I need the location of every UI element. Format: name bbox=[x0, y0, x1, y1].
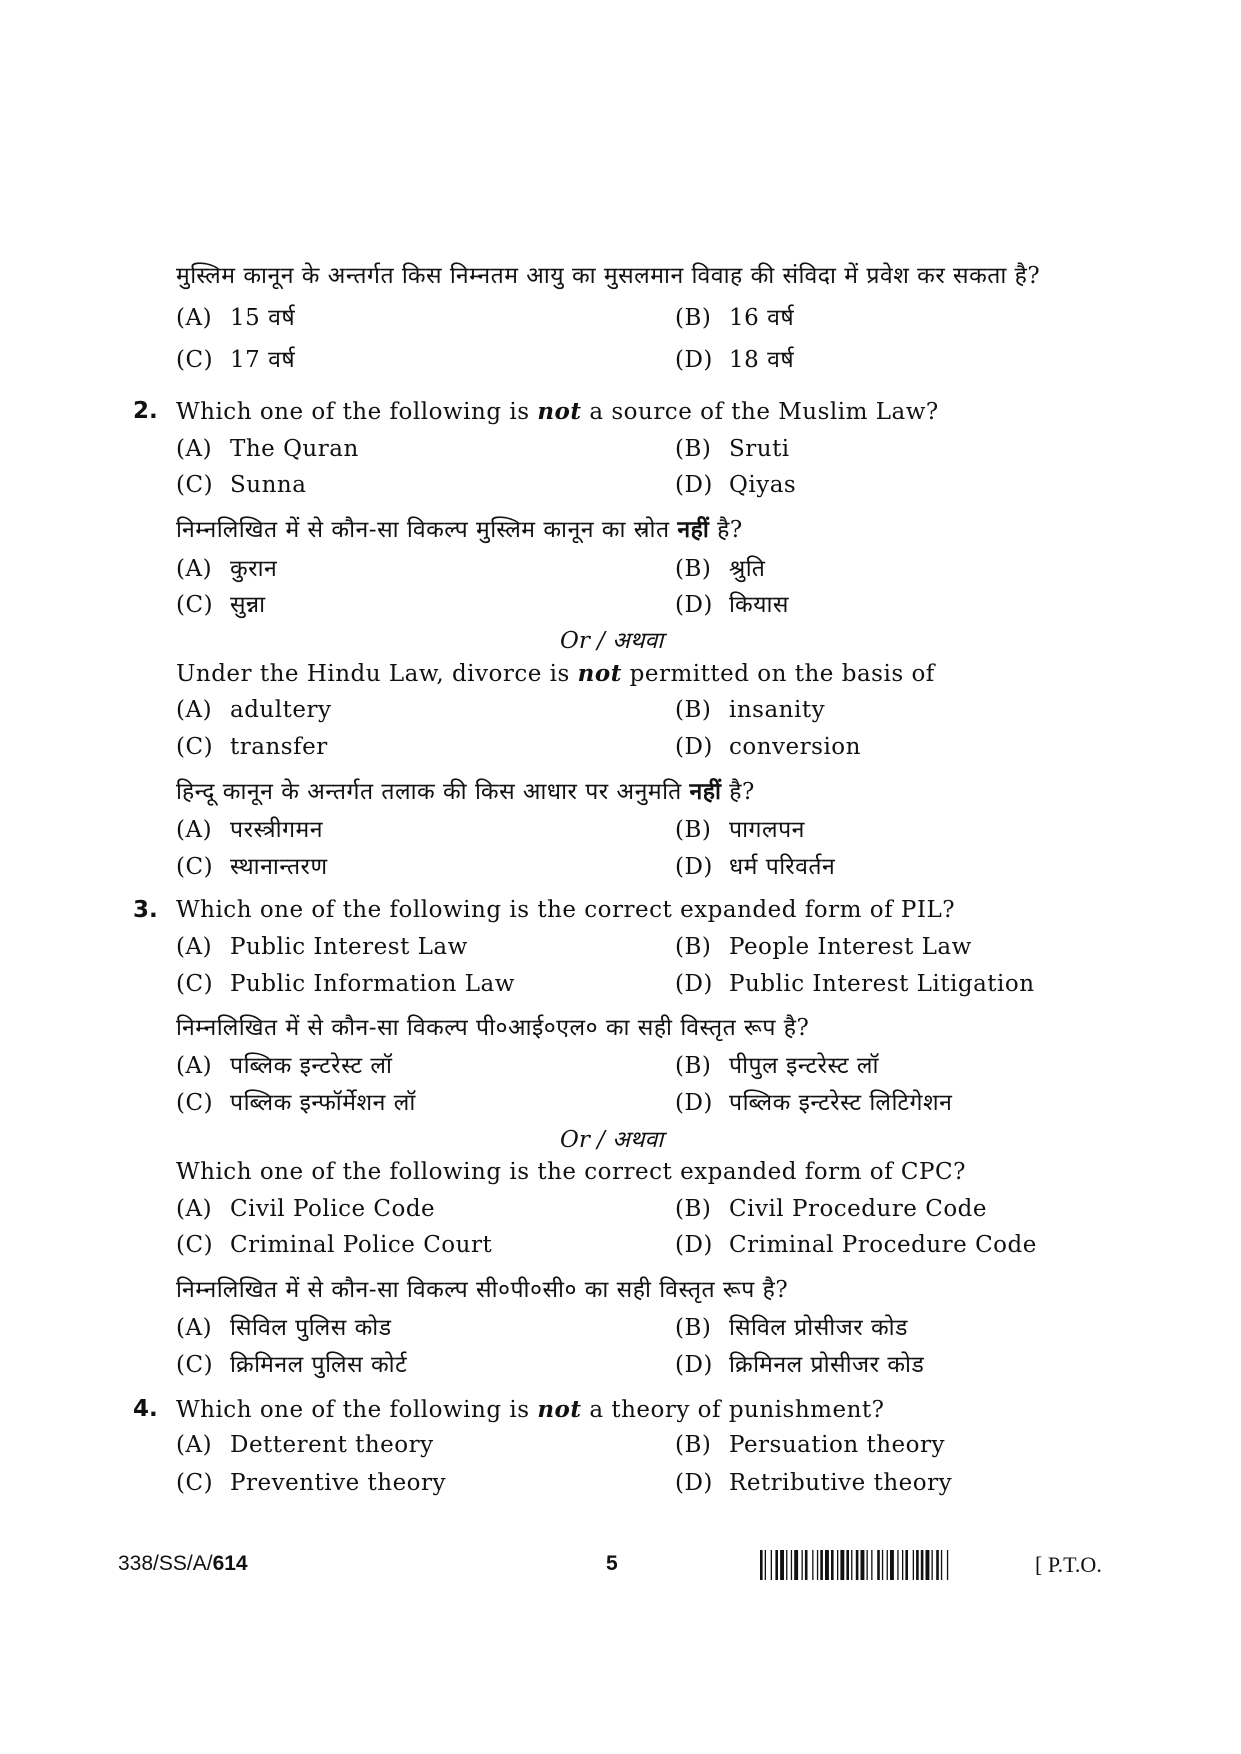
q3-alt-hi-option-d: (D) क्रिमिनल प्रोसीजर कोड bbox=[675, 1352, 925, 1378]
question-3-alt-hindi-text: निम्नलिखित में से कौन-सा विकल्प सी०पी०सी० का सही विस्तृत रूप है? bbox=[176, 1277, 789, 1303]
please-turn-over: [ P.T.O. bbox=[1035, 1552, 1102, 1577]
question-3-text: Which one of the following is the correct expanded form of PIL? bbox=[176, 897, 956, 923]
q3-alt-hi-option-c: (C) क्रिमिनल पुलिस कोर्ट bbox=[176, 1352, 408, 1378]
question-3-alt-text: Which one of the following is the correct expanded form of CPC? bbox=[176, 1159, 966, 1185]
q2-hi-option-c: (C) सुन्ना bbox=[176, 592, 266, 618]
q3-alt-option-d: (D) Criminal Procedure Code bbox=[675, 1232, 1037, 1258]
question-3-hindi-text: निम्नलिखित में से कौन-सा विकल्प पी०आई०एल० का सही विस्तृत रूप है? bbox=[176, 1015, 810, 1041]
option-label: (D) bbox=[675, 347, 713, 373]
q3-hi-option-c: (C) पब्लिक इन्फॉर्मेशन लॉ bbox=[176, 1090, 416, 1116]
q2-alt-hi-option-d: (D) धर्म परिवर्तन bbox=[675, 854, 836, 880]
question-4-number: 4. bbox=[133, 1396, 158, 1422]
q1-option-a bbox=[176, 300, 295, 332]
q3-hi-option-a: (A) पब्लिक इन्टरेस्ट लॉ bbox=[176, 1053, 393, 1079]
q2-hi-option-a: (A) कुरान bbox=[176, 556, 278, 582]
or-divider-q3: Or / अथवा bbox=[560, 1127, 664, 1153]
question-2-number: 2. bbox=[133, 398, 158, 424]
option-label: (B) bbox=[675, 305, 712, 331]
q2-alt-hi-option-c: (C) स्थानान्तरण bbox=[176, 854, 328, 880]
q2-alt-option-a: (A) adultery bbox=[176, 697, 332, 723]
q2-alt-option-d: (D) conversion bbox=[675, 734, 861, 760]
q2-option-d: (D) Qiyas bbox=[675, 472, 797, 498]
question-2-text: Which one of the following is not a source of the Muslim Law? bbox=[176, 398, 939, 425]
q4-option-a: (A) Detterent theory bbox=[176, 1432, 434, 1458]
q3-alt-option-c: (C) Criminal Police Court bbox=[176, 1232, 493, 1258]
q3-alt-hi-option-b: (B) सिविल प्रोसीजर कोड bbox=[675, 1315, 908, 1341]
or-divider-q2: Or / अथवा bbox=[560, 628, 664, 654]
option-text: 18 वर्ष bbox=[729, 347, 795, 373]
barcode-image bbox=[760, 1550, 1018, 1580]
question-2-alt-text: Under the Hindu Law, divorce is not permitted on the basis of bbox=[176, 660, 935, 687]
option-label: (A) bbox=[176, 305, 213, 331]
q3-option-d: (D) Public Interest Litigation bbox=[675, 971, 1035, 997]
q2-option-b: (B) Sruti bbox=[675, 436, 790, 462]
q3-alt-option-a: (A) Civil Police Code bbox=[176, 1196, 436, 1222]
q1-option-d bbox=[675, 342, 794, 374]
question-2-hindi-text: निम्नलिखित में से कौन-सा विकल्प मुस्लिम कानून का स्रोत नहीं है? bbox=[176, 516, 743, 543]
q2-option-c: (C) Sunna bbox=[176, 472, 307, 498]
paper-code: 338/SS/A/614 bbox=[118, 1552, 248, 1575]
option-label: (C) bbox=[176, 347, 214, 373]
q3-option-b: (B) People Interest Law bbox=[675, 934, 972, 960]
option-text: 16 वर्ष bbox=[729, 305, 795, 331]
q3-hi-option-b: (B) पीपुल इन्टरेस्ट लॉ bbox=[675, 1053, 879, 1079]
q1-option-b bbox=[675, 300, 794, 332]
q2-option-a: (A) The Quran bbox=[176, 436, 359, 462]
question-3-number: 3. bbox=[133, 897, 158, 923]
q4-option-c: (C) Preventive theory bbox=[176, 1470, 447, 1496]
q3-alt-hi-option-a: (A) सिविल पुलिस कोड bbox=[176, 1315, 392, 1341]
q4-option-b: (B) Persuation theory bbox=[675, 1432, 945, 1458]
page-number: 5 bbox=[606, 1552, 618, 1575]
q2-hi-option-d: (D) कियास bbox=[675, 592, 789, 618]
q3-alt-option-b: (B) Civil Procedure Code bbox=[675, 1196, 988, 1222]
q1-option-c bbox=[176, 342, 295, 374]
q2-alt-hi-option-b: (B) पागलपन bbox=[675, 817, 805, 843]
option-text: 15 वर्ष bbox=[230, 305, 296, 331]
q2-alt-option-b: (B) insanity bbox=[675, 697, 826, 723]
q4-option-d: (D) Retributive theory bbox=[675, 1470, 953, 1496]
q2-alt-hi-option-a: (A) परस्त्रीगमन bbox=[176, 817, 324, 843]
q2-alt-option-c: (C) transfer bbox=[176, 734, 328, 760]
question-4-text: Which one of the following is not a theory of punishment? bbox=[176, 1396, 885, 1423]
q2-hi-option-b: (B) श्रुति bbox=[675, 556, 766, 582]
q3-hi-option-d: (D) पब्लिक इन्टरेस्ट लिटिगेशन bbox=[675, 1090, 953, 1116]
q3-option-a: (A) Public Interest Law bbox=[176, 934, 468, 960]
q3-option-c: (C) Public Information Law bbox=[176, 971, 515, 997]
option-text: 17 वर्ष bbox=[230, 347, 296, 373]
question-1-hindi-text: मुस्लिम कानून के अन्तर्गत किस निम्नतम आयु का मुसलमान विवाह की संविदा में प्रवेश कर सकता है? bbox=[176, 263, 1041, 289]
question-2-alt-hindi-text: हिन्दू कानून के अन्तर्गत तलाक की किस आधार पर अनुमति नहीं है? bbox=[176, 778, 755, 805]
